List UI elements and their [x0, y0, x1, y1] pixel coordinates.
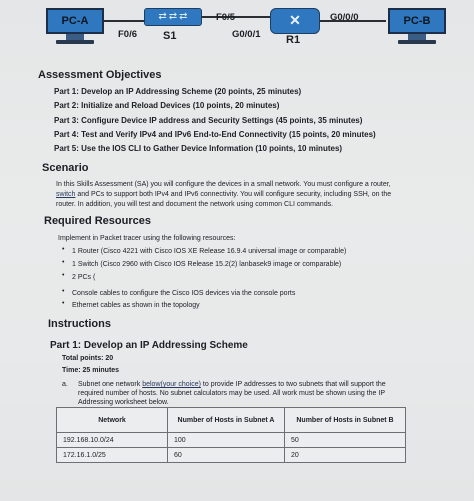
scenario-line-3: router. In addition, you will test and document the network using common CLI commands. — [56, 201, 334, 208]
table-header-cell: Number of Hosts in Subnet B — [285, 408, 406, 433]
port-label-f05: F0/5 — [216, 12, 236, 23]
port-label-g000: G0/0/0 — [330, 12, 359, 23]
total-points: Total points: 20 — [62, 355, 114, 362]
pc-a-device — [46, 8, 104, 46]
resource-item: Console cables to configure the Cisco IOS devices via the console ports — [72, 290, 296, 297]
table-header-cell: Network — [57, 408, 168, 433]
table-row — [57, 433, 406, 448]
objectives-heading: Assessment Objectives — [38, 69, 162, 81]
switch-label: S1 — [163, 30, 177, 42]
time-limit: Time: 25 minutes — [62, 367, 120, 374]
bullet-icon: • — [62, 246, 65, 253]
port-label-g001: G0/0/1 — [232, 29, 261, 40]
pc-a-label: PC-A — [46, 8, 104, 34]
instructions-heading: Instructions — [48, 318, 111, 330]
table-cell: 100 — [168, 433, 285, 448]
table-cell: 60 — [168, 448, 285, 463]
bullet-icon: • — [62, 272, 65, 279]
step-marker: a. — [62, 381, 68, 388]
objective-item: Part 1: Develop an IP Addressing Scheme (20 points, 25 minutes) — [54, 87, 302, 96]
resource-item: 1 Router (Cisco 4221 with Cisco IOS XE Release 16.9.4 universal image or comparable) — [72, 248, 347, 255]
scenario-switch-link[interactable]: switch — [56, 191, 76, 198]
part1-heading: Part 1: Develop an IP Addressing Scheme — [50, 340, 248, 351]
network-topology — [0, 0, 474, 60]
table-cell: 172.16.1.0/25 — [57, 448, 168, 463]
pc-b-device — [388, 8, 446, 46]
table-cell: 192.168.10.0/24 — [57, 433, 168, 448]
resources-intro: Implement in Packet tracer using the following resources: — [58, 235, 236, 242]
resource-item: 2 PCs ( — [72, 274, 96, 281]
scenario-line-2: switch and PCs to support both IPv4 and IPv6 connectivity. You will configure security, including SSH, on the — [56, 191, 392, 198]
scenario-heading: Scenario — [42, 162, 89, 174]
objective-item: Part 5: Use the IOS CLI to Gather Device Information (10 points, 10 minutes) — [54, 144, 343, 153]
step-below-link[interactable]: below(your choice) — [142, 381, 201, 388]
link-pca-s1 — [104, 20, 146, 22]
table-cell: 50 — [285, 433, 406, 448]
table-cell: 20 — [285, 448, 406, 463]
bullet-icon: • — [62, 300, 65, 307]
switch-icon: ⇄⇄⇄ — [144, 8, 202, 26]
router-label: R1 — [286, 34, 301, 46]
objective-item: Part 4: Test and Verify IPv4 and IPv6 End-to-End Connectivity (15 points, 20 minutes) — [54, 130, 376, 139]
table-header-cell: Number of Hosts in Subnet A — [168, 408, 285, 433]
table-header-row — [57, 408, 406, 433]
step-line-2: required number of hosts. No subnet calculators may be used. All work must be shown using the IP — [78, 390, 385, 397]
bullet-icon: • — [62, 259, 65, 266]
scenario-line-1: In this Skills Assessment (SA) you will configure the devices in a small network. You must configure a router, — [56, 181, 391, 188]
resource-item: Ethernet cables as shown in the topology — [72, 302, 200, 309]
objective-item: Part 2: Initialize and Reload Devices (10 points, 20 minutes) — [54, 101, 280, 110]
pc-b-label: PC-B — [388, 8, 446, 34]
step-line-1: Subnet one network below(your choice) to provide IP addresses to two subnets that will support the — [78, 381, 386, 388]
table-row — [57, 448, 406, 463]
router-icon: ✕ — [270, 8, 320, 34]
ip-addressing-table — [56, 407, 406, 463]
resource-item: 1 Switch (Cisco 2960 with Cisco IOS Release 15.2(2) lanbasek9 image or comparable) — [72, 261, 342, 268]
step-line-3: Addressing worksheet below. — [78, 399, 169, 406]
resources-heading: Required Resources — [44, 215, 151, 227]
bullet-icon: • — [62, 288, 65, 295]
port-label-f06: F0/6 — [118, 29, 138, 40]
link-s1-r1 — [202, 16, 272, 18]
objective-item: Part 3: Configure Device IP address and Security Settings (45 points, 35 minutes) — [54, 116, 363, 125]
